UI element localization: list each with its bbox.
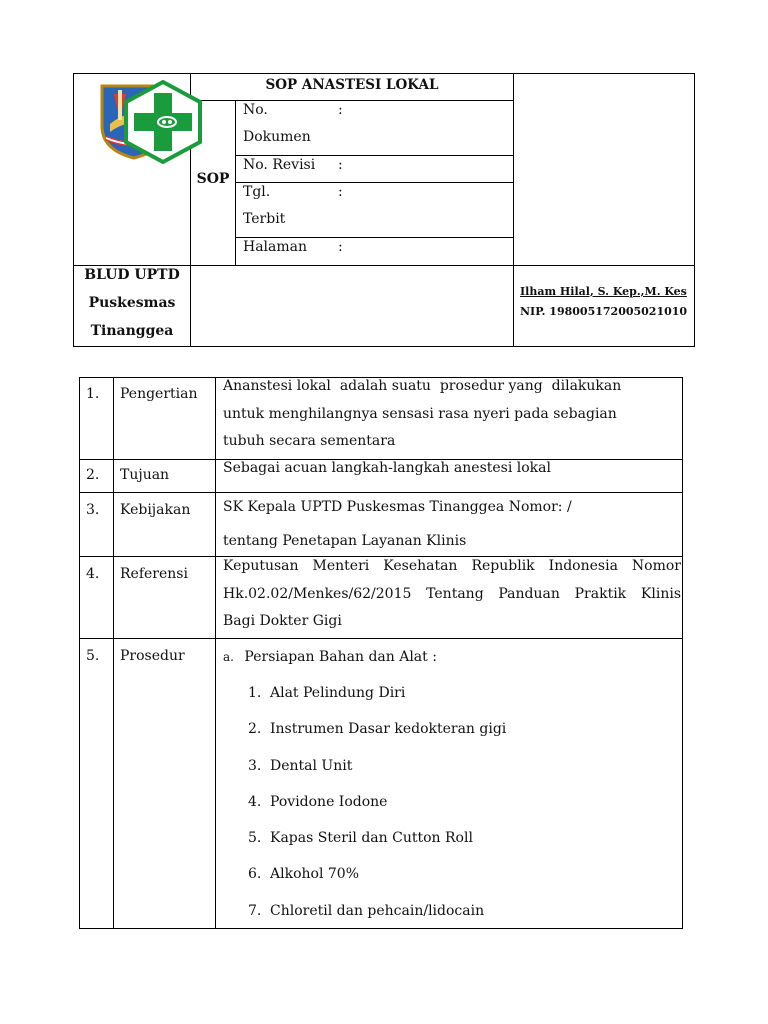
signatory-nip: NIP. 198005172005021010 <box>520 305 688 318</box>
section-pengertian-text: Ananstesi lokal adalah suatu prosedur yang dilakukan untuk menghilangnya sensasi rasa nyeri pada sebagian tubuh secara sementara <box>223 378 622 449</box>
section-title: Pengertian <box>120 386 198 402</box>
divider <box>113 378 114 928</box>
organization-name: BLUD UPTD Puskesmas Tinanggea <box>84 267 180 339</box>
section-title: Prosedur <box>120 648 185 664</box>
divider <box>80 638 682 639</box>
field-tgl-terbit: Tgl. : Terbit <box>243 184 343 227</box>
divider <box>513 74 514 346</box>
field-no-revisi: No. Revisi : <box>243 157 343 173</box>
list-item: 6. Alkohol 70% <box>248 866 359 883</box>
section-number: 2. <box>86 467 100 483</box>
divider <box>215 378 216 928</box>
sop-header-table <box>73 73 695 347</box>
field-halaman: Halaman : <box>243 239 343 255</box>
list-item: 7. Chloretil dan pehcain/lidocain <box>248 902 485 919</box>
list-item: 4. Povidone Iodone <box>248 793 388 810</box>
section-title: Referensi <box>120 566 188 582</box>
document-title: SOP ANASTESI LOKAL <box>265 77 439 93</box>
signatory-block <box>520 285 694 318</box>
list-item: 2. Instrumen Dasar kedokteran gigi <box>248 721 507 738</box>
prosedur-step-list <box>248 675 506 929</box>
section-number: 4. <box>86 566 100 582</box>
list-item: 3. Dental Unit <box>248 757 353 774</box>
section-title: Kebijakan <box>120 502 191 518</box>
list-item: 5. Kapas Steril dan Cutton Roll <box>248 830 473 847</box>
field-no-dokumen: No. : Dokumen <box>243 102 343 145</box>
section-number: 3. <box>86 502 100 518</box>
section-number: 5. <box>86 648 100 664</box>
list-item: 1. Alat Pelindung Diri <box>248 685 406 701</box>
puskesmas-logo <box>122 79 204 165</box>
sop-label: SOP <box>196 171 230 187</box>
signatory-name: Ilham Hilal, S. Kep.,M. Kes <box>520 285 687 298</box>
section-prosedur-subheading: a. Persiapan Bahan dan Alat : <box>223 649 437 665</box>
section-kebijakan-text: SK Kepala UPTD Puskesmas Tinanggea Nomor: / tentang Penetapan Layanan Klinis <box>223 499 572 549</box>
sop-content-table <box>79 377 683 929</box>
section-referensi-text: Keputusan Menteri Kesehatan Republik Indonesia Nomor Hk.02.02/Menkes/62/2015 Tentang Panduan Praktik Klinis Bagi Dokter Gigi <box>223 558 681 629</box>
section-number: 1. <box>86 386 100 402</box>
section-tujuan-text: Sebagai acuan langkah-langkah anestesi lokal <box>223 460 551 476</box>
section-title: Tujuan <box>120 467 170 483</box>
